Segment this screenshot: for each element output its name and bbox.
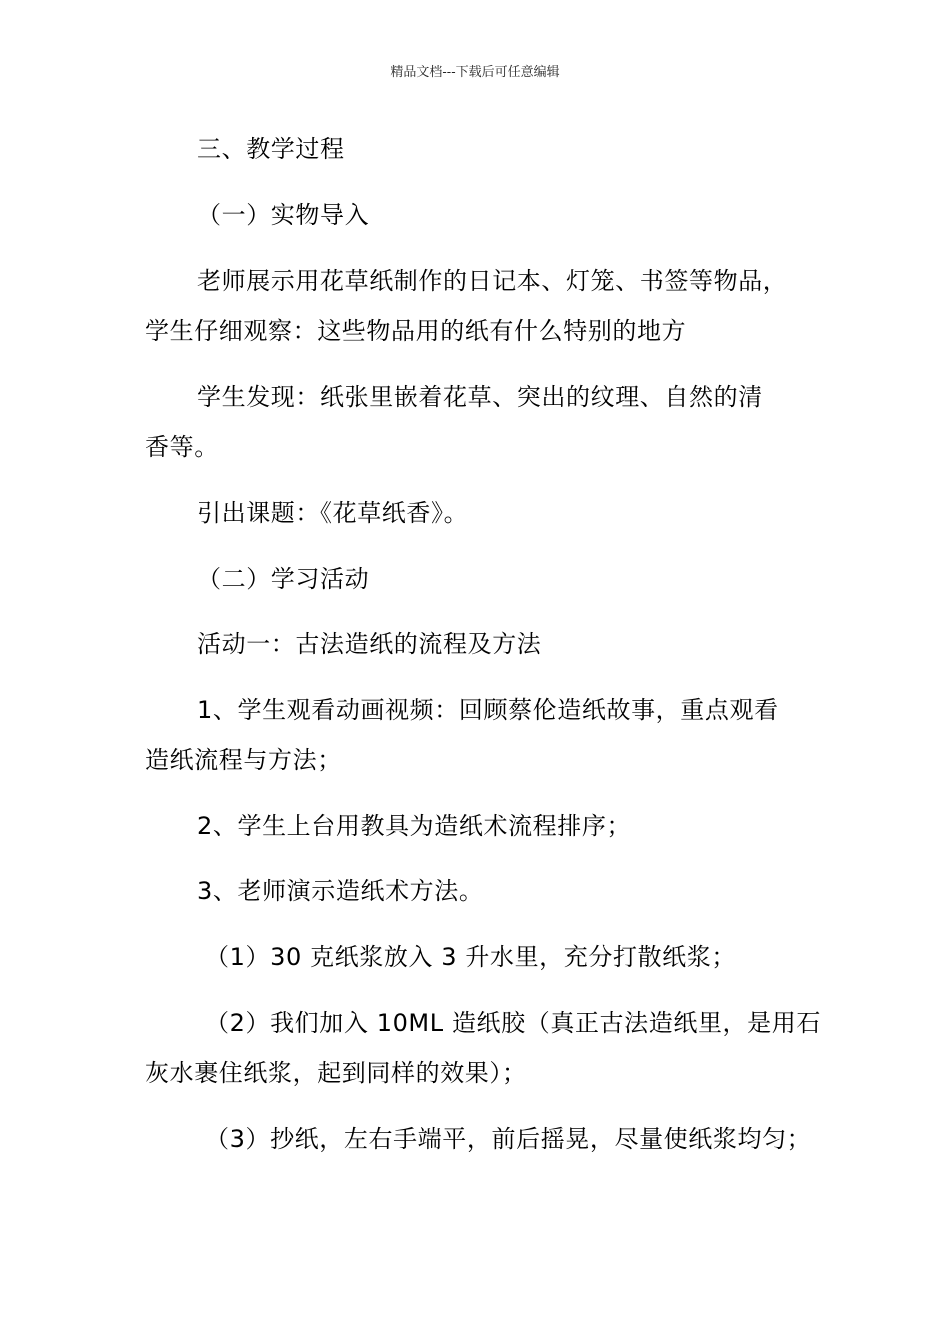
- subsection-heading-1: [145, 190, 825, 240]
- page-header: 精品文档---下载后可任意编辑: [390, 65, 560, 80]
- text-line: 2、学生上台用教具为造纸术流程排序；: [197, 812, 632, 840]
- list-item-2: [145, 801, 825, 851]
- step-3: [145, 1114, 825, 1164]
- text-line: 香等。: [145, 433, 219, 461]
- text-line: 三、教学过程: [197, 135, 345, 163]
- section-title: [145, 124, 825, 174]
- list-item-3: [145, 866, 825, 916]
- list-item-1: [145, 685, 825, 785]
- text-line: 1、学生观看动画视频：回顾蔡伦造纸故事，重点观看: [197, 696, 779, 724]
- text-line: （2）我们加入 10ML 造纸胶（真正古法造纸里，是用石: [205, 1009, 821, 1037]
- text-line: 学生仔细观察：这些物品用的纸有什么特别的地方: [145, 317, 687, 345]
- paragraph-activity-one: [145, 619, 825, 669]
- text-line: 引出课题：《花草纸香》。: [197, 499, 469, 527]
- text-line: 灰水裹住纸浆，起到同样的效果）；: [145, 1059, 527, 1087]
- text-line: （二）学习活动: [197, 565, 370, 593]
- text-line: （3）抄纸，左右手端平，前后摇晃，尽量使纸浆均匀；: [205, 1125, 812, 1153]
- step-1: [145, 932, 825, 982]
- text-line: 老师展示用花草纸制作的日记本、灯笼、书签等物品，: [197, 267, 788, 295]
- text-line: （一）实物导入: [197, 201, 370, 229]
- step-2: [145, 998, 825, 1098]
- text-line: 造纸流程与方法；: [145, 746, 342, 774]
- text-line: （1）30 克纸浆放入 3 升水里，充分打散纸浆；: [205, 943, 736, 971]
- text-line: 活动一：古法造纸的流程及方法: [197, 630, 542, 658]
- text-line: 学生发现：纸张里嵌着花草、突出的纹理、自然的清: [197, 383, 763, 411]
- text-line: 3、老师演示造纸术方法。: [197, 877, 484, 905]
- subsection-heading-2: [145, 554, 825, 604]
- paragraph-intro: [145, 256, 825, 356]
- paragraph-discovery: [145, 372, 825, 472]
- paragraph-topic: [145, 488, 825, 538]
